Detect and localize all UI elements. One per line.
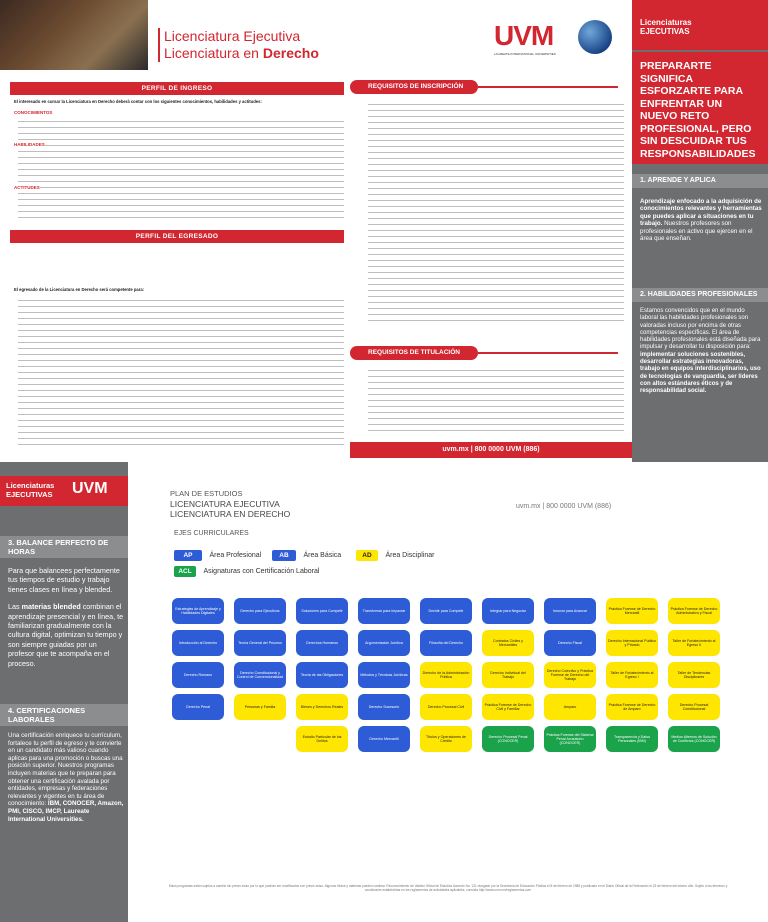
course-cell: Derecho Romano	[172, 662, 224, 688]
course-cell: Derecho Fiscal	[544, 630, 596, 656]
sidebar-brand-bar: Licenciaturas EJECUTIVAS	[632, 0, 768, 50]
legend-ab: AB Área Básica	[272, 544, 341, 562]
legend-ad: AD Área Disciplinar	[356, 544, 434, 562]
law-photo	[0, 0, 148, 70]
legend-acl: ACL Asignaturas con Certificación Laboral	[174, 560, 319, 578]
plan-title2: LICENCIATURA EN DERECHO	[170, 509, 291, 519]
course-cell: Estudio Particular de los Delitos	[296, 726, 348, 752]
course-cell: Derecho Procesal Penal (CONOCER)	[482, 726, 534, 752]
actitudes-label: ACTITUDES	[14, 185, 40, 190]
course-cell: Taller de Fortalecimiento al Egreso II	[668, 630, 720, 656]
sidebar-s1-title: 1. APRENDE Y APLICA	[632, 174, 768, 188]
course-cell: Contratos Civiles y Mercantiles	[482, 630, 534, 656]
course-cell: Derecho Procesal Constitucional	[668, 694, 720, 720]
titulacion-text-block	[368, 366, 624, 436]
legend-ap: AP Área Profesional	[174, 544, 261, 562]
egresado-text-block	[18, 296, 344, 446]
program-title: Licenciatura Ejecutiva Licenciatura en Derecho	[164, 28, 319, 61]
course-cell: Integrar para Negociar	[482, 598, 534, 624]
course-cell: Soluciones para Competir	[296, 598, 348, 624]
sidebar-headline: PREPARARTE SIGNIFICA ESFORZARTE PARA ENFRENTAR UN NUEVO RETO PROFESIONAL, PERO SIN DESCUIDAR TUS RESPONSABILIDADES	[632, 52, 768, 164]
course-cell: Derecho Mercantil	[358, 726, 410, 752]
course-cell: Taller de Fortalecimiento al Egreso I	[606, 662, 658, 688]
course-cell: Filosofía del Derecho	[420, 630, 472, 656]
course-cell: Teoría General del Proceso	[234, 630, 286, 656]
course-cell: Transformar para Impactar	[358, 598, 410, 624]
plan-title1: LICENCIATURA EJECUTIVA	[170, 499, 280, 509]
course-cell: Derecho Individual del Trabajo	[482, 662, 534, 688]
course-cell: Práctica Forense de Derecho Administrativo y Fiscal	[668, 598, 720, 624]
course-cell: Derechos Humanos	[296, 630, 348, 656]
plan-contact: uvm.mx | 800 0000 UVM (886)	[516, 503, 612, 510]
requisitos-titulacion-header: REQUISITOS DE TITULACIÓN	[350, 346, 478, 360]
requisitos-inscripcion-header: REQUISITOS DE INSCRIPCIÓN	[350, 80, 478, 94]
course-cell: Práctica Forense de Derecho de Amparo	[606, 694, 658, 720]
course-cell: Derecho Procesal Civil	[420, 694, 472, 720]
top-flyer	[0, 0, 632, 462]
right-sidebar	[632, 0, 768, 462]
course-cell: Derecho Penal	[172, 694, 224, 720]
course-cell: Personas y Familia	[234, 694, 286, 720]
course-cell: Medios Alternos de Solución de Conflictos (CONOCER)	[668, 726, 720, 752]
course-cell: Derecho de la Administración Pública	[420, 662, 472, 688]
sidebar-s2-title: 2. HABILIDADES PROFESIONALES	[632, 288, 768, 302]
course-cell: Práctica Forense del Sistema Penal Acusatorio (CONOCER)	[544, 726, 596, 752]
course-cell: Introducción al Derecho	[172, 630, 224, 656]
bl-brand-bar: Licenciaturas EJECUTIVAS UVM	[0, 476, 128, 506]
ejes-label: EJES CURRICULARES	[174, 530, 249, 537]
perfil-egresado-header: PERFIL DEL EGRESADO	[10, 230, 344, 243]
title-divider	[158, 28, 160, 62]
sidebar-s1-text: Aprendizaje enfocado a la adquisición de conocimientos relevantes y herramientas que puedes aplicar a situaciones en tu trabajo. Nuestros profesores son profesionales en activo que ejercen en el área que enseñan.	[640, 198, 762, 243]
titulacion-line	[478, 352, 618, 354]
ingreso-intro: El interesado en cursar la Licenciatura en Derecho deberá contar con los siguientes conocimientos, habilidades y actitudes:	[14, 99, 262, 104]
course-cell: Bienes y Derechos Reales	[296, 694, 348, 720]
course-cell: Taller de Tendencias Disciplinares	[668, 662, 720, 688]
bl-s4-title: 4. CERTIFICACIONES LABORALES	[0, 704, 128, 726]
course-cell: Teoría de las Obligaciones	[296, 662, 348, 688]
course-cell: Derecho Constitucional y Control de Convencionalidad	[234, 662, 286, 688]
course-cell: Práctica Forense de Derecho Mercantil	[606, 598, 658, 624]
course-cell: Títulos y Operaciones de Crédito	[420, 726, 472, 752]
inscripcion-line	[478, 86, 618, 88]
inscripcion-text-block	[368, 100, 624, 325]
course-cell: Decidir para Competir	[420, 598, 472, 624]
plan-panel	[128, 462, 768, 922]
course-cell: Métodos y Técnicas Jurídicas	[358, 662, 410, 688]
bl-s3-title: 3. BALANCE PERFECTO DE HORAS	[0, 536, 128, 558]
course-cell: Argumentación Jurídica	[358, 630, 410, 656]
plan-label: PLAN DE ESTUDIOS	[170, 489, 243, 498]
egresado-intro: El egresado de la Licenciatura en Derecho será competente para:	[14, 287, 145, 292]
course-cell: Derecho Sucesorio	[358, 694, 410, 720]
conocimientos-label: CONOCIMIENTOS	[14, 110, 53, 115]
bl-s4-text: Una certificación enriquece tu currículum, fortalece tu perfil de egreso y te convierte en un candidato más valioso cuando aplicas para una promoción o buscas una posición superior. Nuestros programas incluyen materias que te preparan para obtener una certificación avalada por entidades, empresas y federaciones relevantes y vigentes en tu área de conocimiento: IBM, CONOCER, Amazon, PMI, CISCO, IMCP, Laureate International Universities.	[8, 732, 124, 823]
habilidades-label: HABILIDADES	[14, 142, 45, 147]
sidebar-s2-text: Estamos convencidos que en el mundo laboral las habilidades profesionales son valoradas incluso por encima de otras competencias específicas. El área de habilidades profesionales está diseñada para impulsar y desarrollar tu disposición para: implementar soluciones sostenibles, desarrollar estrategias innovadoras, trabajo en equipos interdisciplinarios, uso de tecnologías de vanguardia, ser líderes con altos estándares éticos y de responsabilidad social.	[640, 308, 761, 395]
course-cell: Derecho Colectivo y Práctica Forense de Derecho del Trabajo	[544, 662, 596, 688]
curriculum-grid	[172, 598, 732, 758]
course-cell: Derecho para Ejecutivos	[234, 598, 286, 624]
course-cell: Práctica Forense de Derecho Civil y Familiar	[482, 694, 534, 720]
course-cell: Transparencia y Datos Personales (IBM)	[606, 726, 658, 752]
bottom-left-panel	[0, 462, 128, 922]
uvm-mini-logo	[704, 30, 760, 40]
course-cell: Amparo	[544, 694, 596, 720]
bl-s3-text: Para que balancees perfectamente tus tiempos de estudio y trabajo tienes clases en línea y blended. Las materias blended combinan el aprendizaje presencial y en línea, te familiarizan gradualmente con la cultura digital, optimizan tu tiempo y son siempre guiadas por un profesor que te acompaña en el proceso.	[8, 566, 124, 668]
globe-icon	[578, 20, 612, 54]
course-cell: Estrategias de Aprendizaje y Habilidades Digitales	[172, 598, 224, 624]
course-cell: Derecho Internacional Público y Privado	[606, 630, 658, 656]
ingreso-text-block	[18, 117, 344, 222]
course-cell: Innovar para Avanzar	[544, 598, 596, 624]
contact-bar: uvm.mx | 800 0000 UVM (886)	[350, 442, 632, 458]
uvm-logo: UVM LAUREATE INTERNATIONAL UNIVERSITIES	[494, 20, 614, 60]
plan-footnote: Estos programas están sujetos a cambio sin previo aviso por lo que podrían ser modificados con previo aviso. Algunos títulos y materias pueden cambiar. Reconocimiento de Validez Oficial de Estudios Acuerdo No. 131 otorgado por la Secretaría de Educación Pública el 8 de febrero de 1988 y publicado en el Diario Oficial de la Federación el 23 de febrero del mismo año. Sujeto a los términos y condiciones establecidas en los reglamentos de actividades aplicables, consulta http://www.uvm.mx/reglamentos-uvm	[168, 884, 728, 892]
perfil-ingreso-header: PERFIL DE INGRESO	[10, 82, 344, 95]
